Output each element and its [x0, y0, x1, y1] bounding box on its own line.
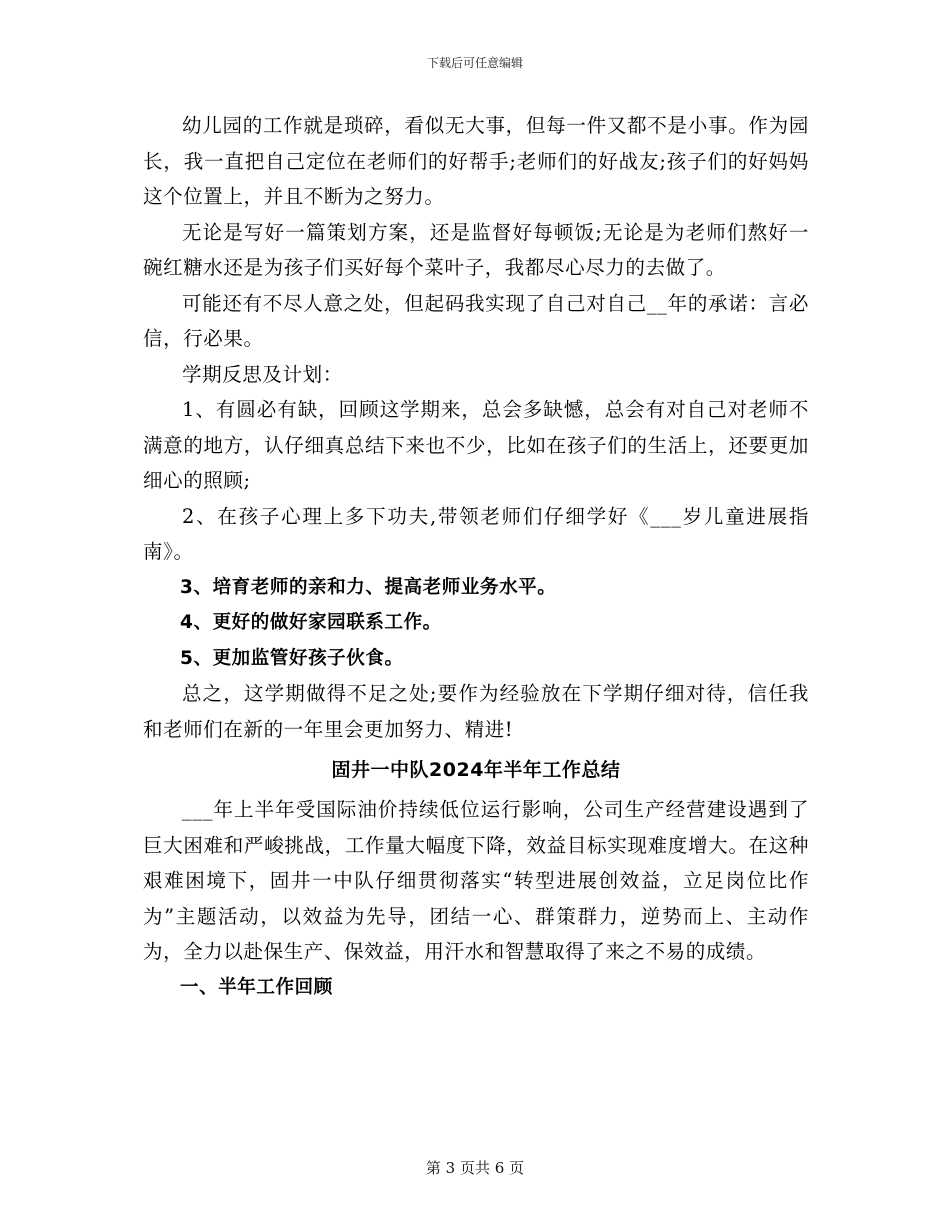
page-header: 下载后可任意编辑 — [426, 56, 523, 70]
plan-item-2: 2、在孩子心理上多下功夫,带领老师们仔细学好《___岁儿童进展指南》。 — [143, 504, 809, 563]
heading-half-year-review: 一、半年工作回顾 — [180, 976, 333, 998]
plan-item-3: 3、培育老师的亲和力、提高老师业务水平。 — [180, 576, 557, 598]
paragraph-dedication: 无论是写好一篇策划方案，还是监督好每顿饭;无论是为老师们熬好一碗红糖水还是为孩子们买好每个菜叶子，我都尽心尽力的去做了。 — [143, 220, 809, 279]
plan-item-4: 4、更好的做好家园联系工作。 — [180, 612, 442, 633]
paragraph-half-year-intro: ___年上半年受国际油价持续低位运行影响，公司生产经营建设遇到了巨大困难和严峻挑战，工作量大幅度下降，效益目标实现难度增大。在这种艰难困境下，固井一中队仔细贯彻落实“转型进展创效益，立足岗位比作为”主题活动，以效益为先导，团结一心、群策群力，逆势而上、主动作为，全力以赴保生产、保效益，用汗水和智慧取得了来之不易的成绩。 — [143, 798, 809, 963]
plan-item-1: 1、有圆必有缺，回顾这学期来，总会多缺憾，总会有对自己对老师不满意的地方，认仔细真总结下来也不少，比如在孩子们的生活上，还要更加细心的照顾; — [143, 398, 809, 492]
paragraph-reflection-heading: 学期反思及计划： — [182, 362, 343, 386]
document-body — [143, 108, 809, 1005]
page-footer: 第 3 页共 6 页 — [425, 1159, 525, 1177]
paragraph-role-of-director: 幼儿园的工作就是琐碎，看似无大事，但每一件又都不是小事。作为园长，我一直把自己定位在老师们的好帮手;老师们的好战友;孩子们的好妈妈这个位置上，并且不断为之努力。 — [143, 114, 809, 208]
section-title: 固井一中队2024年半年工作总结 — [331, 759, 621, 781]
paragraph-promise: 可能还有不尽人意之处，但起码我实现了自己对自己__年的承诺：言必信，行必果。 — [143, 291, 809, 350]
paragraph-conclusion: 总之，这学期做得不足之处;要作为经验放在下学期仔细对待，信任我和老师们在新的一年里会更加努力、精进! — [143, 682, 809, 741]
plan-item-5: 5、更加监管好孩子伙食。 — [180, 647, 404, 669]
